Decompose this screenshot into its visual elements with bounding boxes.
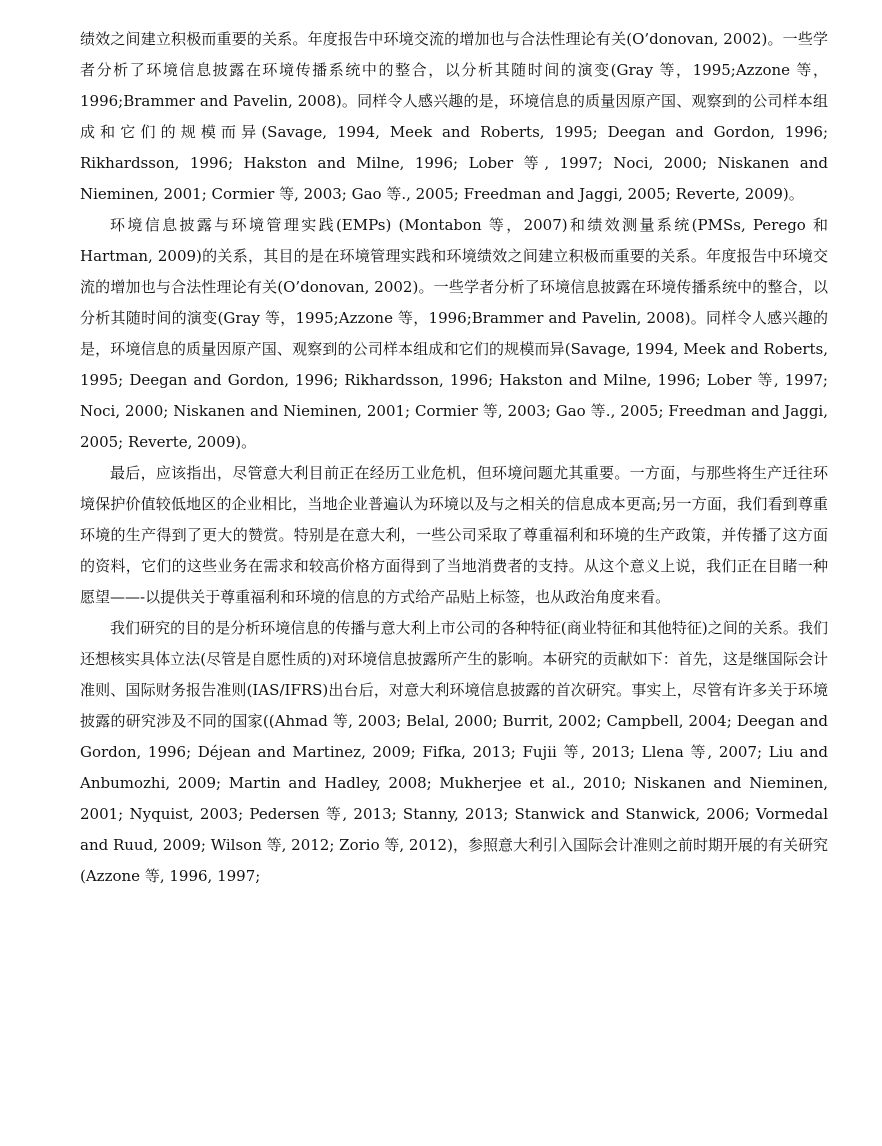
document-page [80,24,828,892]
paragraph-4: 我们研究的目的是分析环境信息的传播与意大利上市公司的各种特征(商业特征和其他特征)之间的关系。我们还想核实具体立法(尽管是自愿性质的)对环境信息披露所产生的影响。本研究的贡献如下：首先，这是继国际会计准则、国际财务报告准则(IAS/IFRS)出台后，对意大利环境信息披露的首次研究。事实上，尽管有许多关于环境披露的研究涉及不同的国家((Ahmad 等, 2003; Belal, 2000; Burrit, 2002; Campbell, 2004; Deegan and Gordon, 1996; Déjean and Martinez, 2009; Fifka, 2013; Fujii 等, 2013; Llena 等, 2007; Liu and Anbumozhi, 2009; Martin and Hadley, 2008; Mukherjee et al., 2010; Niskanen and Nieminen, 2001; Nyquist, 2003; Pedersen 等, 2013; Stanny, 2013; Stanwick and Stanwick, 2006; Vormedal and Ruud, 2009; Wilson 等, 2012; Zorio 等, 2012)，参照意大利引入国际会计准则之前时期开展的有关研究(Azzone 等, 1996, 1997; [80,619,828,885]
paragraph-1: 绩效之间建立积极而重要的关系。年度报告中环境交流的增加也与合法性理论有关(O’donovan, 2002)。一些学者分析了环境信息披露在环境传播系统中的整合，以分析其随时间的演变(Gray 等，1995;Azzone 等，1996;Brammer and Pavelin, 2008)。同样令人感兴趣的是，环境信息的质量因原产国、观察到的公司样本组成和它们的规模而异(Savage, 1994, Meek and Roberts, 1995; Deegan and Gordon, 1996; Rikhardsson, 1996; Hakston and Milne, 1996; Lober 等, 1997; Noci, 2000; Niskanen and Nieminen, 2001; Cormier 等, 2003; Gao 等., 2005; Freedman and Jaggi, 2005; Reverte, 2009)。 [80,30,828,203]
paragraph-2: 环境信息披露与环境管理实践(EMPs) (Montabon 等，2007)和绩效测量系统(PMSs, Perego 和 Hartman, 2009)的关系，其目的是在环境管理实践和环境绩效之间建立积极而重要的关系。年度报告中环境交流的增加也与合法性理论有关(O’donovan, 2002)。一些学者分析了环境信息披露在环境传播系统中的整合，以分析其随时间的演变(Gray 等，1995;Azzone 等，1996;Brammer and Pavelin, 2008)。同样令人感兴趣的是，环境信息的质量因原产国、观察到的公司样本组成和它们的规模而异(Savage, 1994, Meek and Roberts, 1995; Deegan and Gordon, 1996; Rikhardsson, 1996; Hakston and Milne, 1996; Lober 等, 1997; Noci, 2000; Niskanen and Nieminen, 2001; Cormier 等, 2003; Gao 等., 2005; Freedman and Jaggi, 2005; Reverte, 2009)。 [80,216,828,451]
paragraph-3: 最后，应该指出，尽管意大利目前正在经历工业危机，但环境问题尤其重要。一方面，与那些将生产迁往环境保护价值较低地区的企业相比，当地企业普遍认为环境以及与之相关的信息成本更高;另一方面，我们看到尊重环境的生产得到了更大的赞赏。特别是在意大利，一些公司采取了尊重福利和环境的生产政策，并传播了这方面的资料，它们的这些业务在需求和较高价格方面得到了当地消费者的支持。从这个意义上说，我们正在目睹一种愿望——-以提供关于尊重福利和环境的信息的方式给产品贴上标签，也从政治角度来看。 [80,464,828,606]
